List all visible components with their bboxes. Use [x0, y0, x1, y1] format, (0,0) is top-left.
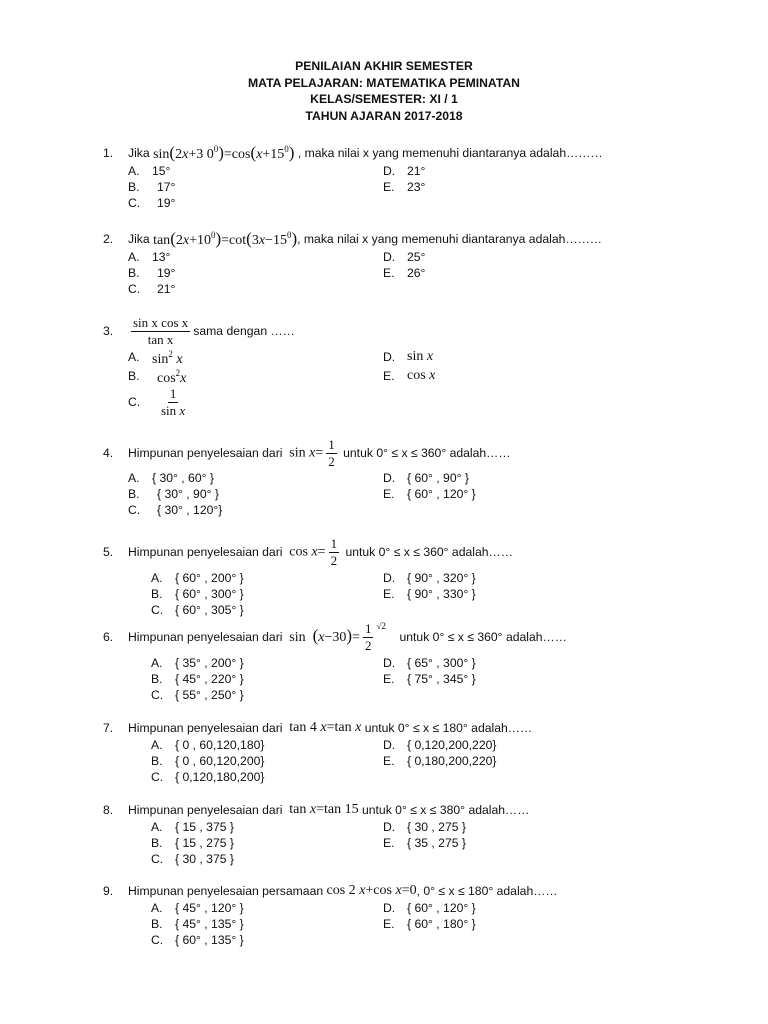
option-c[interactable]: C. { 30 , 375 } — [151, 852, 234, 866]
option-a[interactable]: A. $\sin^2 x$ — [128, 349, 183, 367]
question-suffix: untuk 0° ≤ x ≤ 180° adalah…… — [364, 721, 533, 735]
equation: tan x=tan 15 — [289, 802, 359, 817]
question-text — [128, 881, 558, 901]
question-number: 5. — [103, 545, 114, 559]
question-text — [128, 533, 513, 571]
option-e[interactable]: E. { 75° , 345° } — [383, 672, 476, 686]
option-a[interactable]: A. 13° — [128, 250, 171, 264]
option-e[interactable]: E. { 0,180,200,220} — [383, 754, 497, 768]
option-d[interactable]: D. sin x — [383, 349, 434, 364]
equation: sin(2x+3 $0^0)=\cos(x+15^0)$ — [153, 143, 295, 162]
option-d[interactable]: D. { 30 , 275 } — [383, 820, 466, 834]
question-number: 2. — [103, 232, 114, 246]
option-c[interactable]: C. { 60° , 135° } — [151, 933, 244, 947]
question-suffix: , 0° ≤ x ≤ 180° adalah…… — [416, 884, 558, 898]
option-e[interactable]: E. { 60° , 120° } — [383, 487, 476, 501]
option-b[interactable]: B. $\cos^2x$ — [128, 368, 187, 386]
question-prefix: Himpunan penyelesaian dari — [128, 721, 283, 735]
option-e[interactable]: E. { 90° , 330° } — [383, 587, 476, 601]
question-suffix: untuk 0° ≤ x ≤ 360° adalah…… — [345, 545, 513, 559]
question-number: 3. — [103, 324, 114, 338]
equation: $\tan(2x+10^0)=\cot(3x-15^0)$ — [153, 229, 298, 248]
option-d[interactable]: D. { 90° , 320° } — [383, 571, 476, 585]
question-prefix: Himpunan penyelesaian dari — [128, 803, 283, 817]
option-a[interactable]: A. { 0 , 60,120,180} — [151, 738, 265, 752]
header-line-3: KELAS/SEMESTER: XI / 1 — [310, 92, 458, 106]
option-e[interactable]: E. { 35 , 275 } — [383, 836, 466, 850]
question-text — [128, 800, 529, 820]
equation: tan 4 x=tan x — [289, 720, 362, 735]
option-a[interactable]: A. { 15 , 375 } — [151, 820, 234, 834]
question-number: 1. — [103, 146, 114, 160]
option-a[interactable]: A. 15° — [128, 164, 171, 178]
question-number: 8. — [103, 803, 114, 817]
option-c[interactable]: C. { 55° , 250° } — [151, 688, 244, 702]
question-number: 9. — [103, 884, 114, 898]
option-b[interactable]: B. 17° — [128, 180, 176, 194]
equation: cos x= $\frac{1}{2}$ — [289, 535, 338, 568]
option-b[interactable]: B. 19° — [128, 266, 176, 280]
header-line-2: MATA PELAJARAN: MATEMATIKA PEMINATAN — [248, 75, 520, 90]
fraction: $\frac{\text{sin x cos x}}{\text{tan x}}$ — [133, 314, 189, 347]
option-d[interactable]: D. { 60° , 120° } — [383, 901, 476, 915]
equation: sin x= $\frac{1}{2}$ — [289, 436, 335, 469]
option-b[interactable]: B. { 15 , 275 } — [151, 836, 234, 850]
option-e[interactable]: E. 23° — [383, 180, 426, 194]
question-prefix: Himpunan penyelesaian persamaan — [128, 884, 324, 898]
question-text — [128, 312, 295, 350]
option-c[interactable]: C. $\frac{1}{\text{sin x}}$ — [128, 385, 186, 418]
option-b[interactable]: B. { 45° , 135° } — [151, 917, 244, 931]
header-line-1: PENILAIAN AKHIR SEMESTER — [295, 59, 473, 73]
question-suffix: , maka nilai x yang memenuhi diantaranya adalah……… — [297, 232, 602, 246]
header-line-4: TAHUN AJARAN 2017-2018 — [305, 108, 463, 123]
question-number: 7. — [103, 721, 114, 735]
option-d[interactable]: D. 25° — [383, 250, 426, 264]
option-e[interactable]: E. { 60° , 180° } — [383, 917, 476, 931]
option-c[interactable]: C. { 0,120,180,200} — [151, 770, 265, 784]
question-suffix: sama dengan …… — [193, 324, 295, 338]
question-prefix: Himpunan penyelesaian dari — [128, 545, 283, 559]
question-text — [128, 228, 602, 250]
option-c[interactable]: C. { 30° , 120°} — [128, 503, 223, 517]
exam-header — [0, 58, 768, 124]
question-prefix: Himpunan penyelesaian dari — [128, 446, 283, 460]
equation: sin (x−30)= $\frac{1}{2}$ $^{√2}$ — [289, 620, 386, 654]
question-text — [128, 434, 511, 472]
question-text — [128, 618, 567, 656]
question-suffix: , maka nilai x yang memenuhi diantaranya adalah……… — [297, 146, 603, 160]
equation: cos 2 x+cos x=0 — [326, 883, 417, 898]
option-a[interactable]: A. { 45° , 120° } — [151, 901, 244, 915]
option-d[interactable]: D. 21° — [383, 164, 426, 178]
option-b[interactable]: B. { 45° , 220° } — [151, 672, 244, 686]
question-suffix: untuk 0° ≤ x ≤ 380° adalah…… — [361, 803, 530, 817]
option-a[interactable]: A. { 35° , 200° } — [151, 656, 244, 670]
option-b[interactable]: B. { 60° , 300° } — [151, 587, 244, 601]
option-d[interactable]: D. { 0,120,200,220} — [383, 738, 497, 752]
option-b[interactable]: B. { 0 , 60,120,200} — [151, 754, 265, 768]
question-number: 6. — [103, 630, 114, 644]
option-c[interactable]: C. { 60° , 305° } — [151, 603, 244, 617]
question-suffix: untuk 0° ≤ x ≤ 360° adalah…… — [343, 446, 511, 460]
option-b[interactable]: B. { 30° , 90° } — [128, 487, 219, 501]
question-text — [128, 718, 532, 738]
option-d[interactable]: D. { 65° , 300° } — [383, 656, 476, 670]
option-a[interactable]: A. { 60° , 200° } — [151, 571, 244, 585]
option-e[interactable]: E. 26° — [383, 266, 426, 280]
question-prefix: Jika — [128, 146, 150, 160]
question-number: 4. — [103, 446, 114, 460]
question-text — [128, 142, 603, 164]
option-e[interactable]: E. cos x — [383, 368, 436, 383]
option-d[interactable]: D. { 60° , 90° } — [383, 471, 469, 485]
question-prefix: Jika — [128, 232, 150, 246]
option-c[interactable]: C. 21° — [128, 282, 176, 296]
question-suffix: untuk 0° ≤ x ≤ 360° adalah…… — [399, 630, 567, 644]
option-c[interactable]: C. 19° — [128, 196, 176, 210]
question-prefix: Himpunan penyelesaian dari — [128, 630, 283, 644]
option-a[interactable]: A. { 30° , 60° } — [128, 471, 214, 485]
